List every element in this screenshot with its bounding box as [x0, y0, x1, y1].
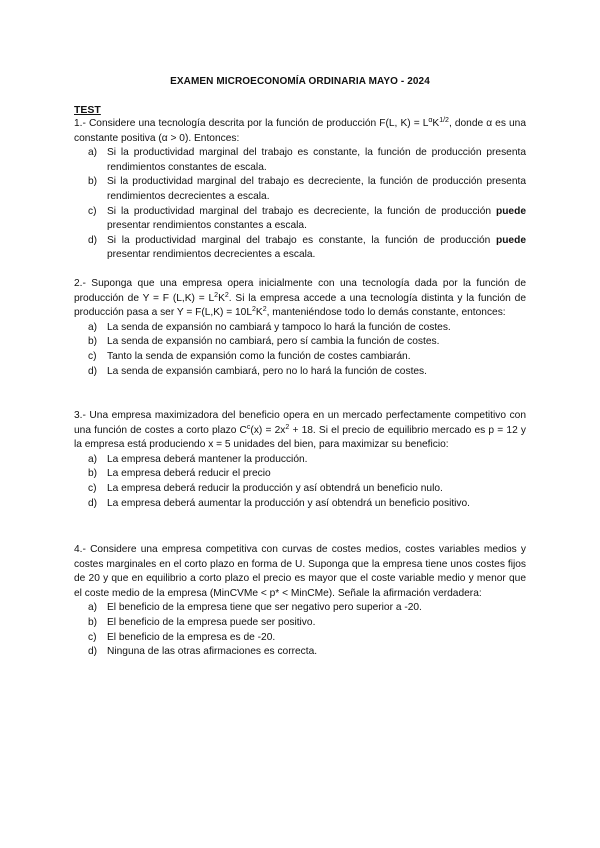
question-2-options [74, 321, 526, 379]
option-a: a) El beneficio de la empresa tiene que ser negativo pero superior a -20. [88, 602, 422, 614]
question-1-stem: 1.- Considere una tecnología descrita por la función de producción F(L, $K) = L^\alpha K^{1/2}$, donde α es una constante positiva (α > 0). Entonces: [74, 117, 526, 144]
option-d: d) Si la productividad marginal del trabajo es constante, la función de producción puede presentar rendimientos decrecientes a escala. [88, 234, 526, 261]
option-a: a) La empresa deberá mantener la producción. [88, 453, 308, 465]
question-1-options [74, 146, 526, 263]
option-c: c) Tanto la senda de expansión como la función de costes cambiarán. [88, 350, 411, 362]
option-b: b) Si la productividad marginal del trabajo es decreciente, la función de producción presenta rendimientos decrecientes a escala. [88, 176, 526, 202]
question-1 [74, 117, 526, 263]
option-d: d) Ninguna de las otras afirmaciones es correcta. [88, 646, 318, 658]
option-b: b) El beneficio de la empresa puede ser positivo. [88, 616, 316, 628]
exam-title: EXAMEN MICROECONOMÍA ORDINARIA MAYO - 2024 [170, 76, 430, 87]
question-2 [74, 277, 526, 379]
question-3-stem: 3.- Una empresa maximizadora del beneficio opera en un mercado perfectamente competitivo con una función de costes a corto plazo $C^c(x) = 2x^2 + 18$. Si el precio de equilibrio mercado es p = 12 y la empresa está produciendo x = 5 unidades del bien, para maximizar su beneficio: [74, 410, 527, 451]
question-3 [74, 409, 526, 511]
question-3-options [74, 453, 526, 511]
option-c: c) Si la productividad marginal del trabajo es decreciente, la función de producción puede presentar rendimientos constantes a escala. [88, 205, 526, 232]
question-4-options [74, 601, 526, 659]
question-4-stem: 4.- Considere una empresa competitiva con curvas de costes medios, costes variables medios y costes marginales en el corto plazo en forma de U. Suponga que la empresa tiene unos costes fijos de 20 y que en equilibrio a corto plazo el precio es mayor que el coste variable medio y menor que el coste medio de la empresa (MinCVMe < p* < MinCMe). Señale la afirmación verdadera: [74, 544, 526, 599]
option-b: b) La senda de expansión no cambiará, pero sí cambia la función de costes. [88, 336, 440, 348]
option-a: a) Si la productividad marginal del trabajo es constante, la función de producción presenta rendimientos constantes de escala. [88, 147, 526, 173]
option-a: a) La senda de expansión no cambiará y tampoco lo hará la función de costes. [88, 321, 451, 333]
option-d: d) La senda de expansión cambiará, pero no lo hará la función de costes. [88, 365, 427, 377]
question-4 [74, 543, 526, 660]
option-d: d) La empresa deberá aumentar la producción y así obtendrá un beneficio positivo. [88, 497, 471, 509]
section-heading: TEST [74, 104, 101, 116]
question-2-stem: 2.- Suponga que una empresa opera inicialmente con una tecnología dada por la función de producción de Y = F $(L,K) = L^2K^2$. Si la empresa accede a una tecnología distinta y la función de producción pasa a ser $Y = F(L,K) = 10L^2K^2$, manteniéndose todo lo demás constante, entonces: [74, 278, 526, 319]
option-c: c) La empresa deberá reducir la producción y así obtendrá un beneficio nulo. [88, 482, 443, 494]
option-b: b) La empresa deberá reducir el precio [88, 468, 271, 480]
option-c: c) El beneficio de la empresa es de -20. [88, 631, 276, 643]
